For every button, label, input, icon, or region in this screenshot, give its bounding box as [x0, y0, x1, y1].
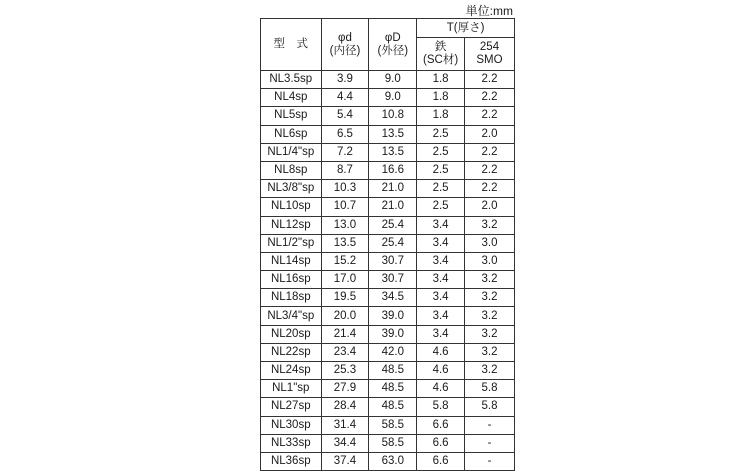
header-smo-bottom: SMO	[476, 54, 503, 66]
model-cell: NL22sp	[261, 343, 322, 361]
iron-thickness-cell: 3.4	[417, 307, 465, 325]
header-smo-top: 254	[479, 41, 500, 53]
inner-diameter-cell: 5.4	[321, 107, 369, 125]
model-cell: NL5sp	[261, 107, 322, 125]
table-row	[261, 71, 515, 89]
table-row	[261, 307, 515, 325]
inner-diameter-cell: 37.4	[321, 452, 369, 470]
iron-thickness-cell: 2.5	[417, 125, 465, 143]
unit-label: 単位:mm	[465, 4, 513, 18]
model-cell: NL1/4"sp	[261, 143, 322, 161]
model-cell: NL12sp	[261, 216, 322, 234]
smo-thickness-cell: 5.8	[465, 398, 515, 416]
outer-diameter-cell: 10.8	[369, 107, 417, 125]
inner-diameter-cell: 17.0	[321, 271, 369, 289]
model-cell: NL30sp	[261, 416, 322, 434]
iron-thickness-cell: 6.6	[417, 434, 465, 452]
smo-thickness-cell: 2.0	[465, 198, 515, 216]
table-row	[261, 271, 515, 289]
outer-diameter-cell: 25.4	[369, 234, 417, 252]
outer-diameter-cell: 13.5	[369, 143, 417, 161]
inner-diameter-cell: 3.9	[321, 71, 369, 89]
iron-thickness-cell: 3.4	[417, 325, 465, 343]
iron-thickness-cell: 6.6	[417, 452, 465, 470]
outer-diameter-cell: 9.0	[369, 71, 417, 89]
smo-thickness-cell: 2.2	[465, 180, 515, 198]
header-inner-diameter-label: (内径)	[329, 44, 361, 57]
inner-diameter-cell: 21.4	[321, 325, 369, 343]
table-row	[261, 216, 515, 234]
header-smo	[465, 38, 515, 71]
smo-thickness-cell: 3.2	[465, 362, 515, 380]
iron-thickness-cell: 2.5	[417, 143, 465, 161]
header-inner-diameter-symbol: φd	[338, 31, 352, 44]
inner-diameter-cell: 13.0	[321, 216, 369, 234]
model-cell: NL6sp	[261, 125, 322, 143]
iron-thickness-cell: 4.6	[417, 362, 465, 380]
table-row	[261, 125, 515, 143]
iron-thickness-cell: 2.5	[417, 180, 465, 198]
outer-diameter-cell: 13.5	[369, 125, 417, 143]
model-cell: NL27sp	[261, 398, 322, 416]
table-row	[261, 198, 515, 216]
model-cell: NL8sp	[261, 161, 322, 179]
model-cell: NL4sp	[261, 89, 322, 107]
model-cell: NL10sp	[261, 198, 322, 216]
model-cell: NL3/4"sp	[261, 307, 322, 325]
iron-thickness-cell: 5.8	[417, 398, 465, 416]
header-thickness	[417, 19, 515, 38]
inner-diameter-cell: 23.4	[321, 343, 369, 361]
model-cell: NL36sp	[261, 452, 322, 470]
header-iron-bottom: (SC材)	[423, 54, 459, 66]
smo-thickness-cell: -	[465, 452, 515, 470]
smo-thickness-cell: 2.2	[465, 107, 515, 125]
spec-table	[260, 18, 515, 471]
header-model	[261, 19, 322, 71]
outer-diameter-cell: 21.0	[369, 180, 417, 198]
model-cell: NL33sp	[261, 434, 322, 452]
table-row	[261, 416, 515, 434]
iron-thickness-cell: 3.4	[417, 271, 465, 289]
outer-diameter-cell: 30.7	[369, 252, 417, 270]
iron-thickness-cell: 1.8	[417, 89, 465, 107]
inner-diameter-cell: 27.9	[321, 380, 369, 398]
outer-diameter-cell: 58.5	[369, 434, 417, 452]
iron-thickness-cell: 4.6	[417, 380, 465, 398]
table-row	[261, 343, 515, 361]
inner-diameter-cell: 4.4	[321, 89, 369, 107]
inner-diameter-cell: 25.3	[321, 362, 369, 380]
iron-thickness-cell: 3.4	[417, 234, 465, 252]
smo-thickness-cell: 3.0	[465, 252, 515, 270]
inner-diameter-cell: 31.4	[321, 416, 369, 434]
outer-diameter-cell: 21.0	[369, 198, 417, 216]
iron-thickness-cell: 6.6	[417, 416, 465, 434]
inner-diameter-cell: 7.2	[321, 143, 369, 161]
model-cell: NL1"sp	[261, 380, 322, 398]
smo-thickness-cell: 2.2	[465, 71, 515, 89]
model-cell: NL3/8"sp	[261, 180, 322, 198]
inner-diameter-cell: 8.7	[321, 161, 369, 179]
header-outer-diameter-symbol: φD	[384, 31, 401, 44]
table-row	[261, 180, 515, 198]
smo-thickness-cell: 3.2	[465, 325, 515, 343]
table-row	[261, 452, 515, 470]
header-outer-diameter	[369, 19, 417, 71]
inner-diameter-cell: 28.4	[321, 398, 369, 416]
smo-thickness-cell: 3.2	[465, 216, 515, 234]
smo-thickness-cell: 2.0	[465, 125, 515, 143]
iron-thickness-cell: 2.5	[417, 198, 465, 216]
inner-diameter-cell: 13.5	[321, 234, 369, 252]
outer-diameter-cell: 39.0	[369, 325, 417, 343]
table-row	[261, 325, 515, 343]
smo-thickness-cell: 3.0	[465, 234, 515, 252]
iron-thickness-cell: 3.4	[417, 289, 465, 307]
iron-thickness-cell: 3.4	[417, 216, 465, 234]
iron-thickness-cell: 3.4	[417, 252, 465, 270]
table-row	[261, 143, 515, 161]
outer-diameter-cell: 48.5	[369, 398, 417, 416]
header-inner-diameter	[321, 19, 369, 71]
outer-diameter-cell: 48.5	[369, 362, 417, 380]
inner-diameter-cell: 19.5	[321, 289, 369, 307]
inner-diameter-cell: 20.0	[321, 307, 369, 325]
model-cell: NL16sp	[261, 271, 322, 289]
outer-diameter-cell: 48.5	[369, 380, 417, 398]
outer-diameter-cell: 58.5	[369, 416, 417, 434]
header-model-label: 型 式	[273, 38, 309, 50]
outer-diameter-cell: 42.0	[369, 343, 417, 361]
outer-diameter-cell: 39.0	[369, 307, 417, 325]
outer-diameter-cell: 63.0	[369, 452, 417, 470]
header-iron	[417, 38, 465, 71]
spec-table-body	[261, 71, 515, 471]
table-row	[261, 289, 515, 307]
iron-thickness-cell: 1.8	[417, 71, 465, 89]
model-cell: NL14sp	[261, 252, 322, 270]
smo-thickness-cell: 3.2	[465, 271, 515, 289]
inner-diameter-cell: 10.7	[321, 198, 369, 216]
iron-thickness-cell: 2.5	[417, 161, 465, 179]
smo-thickness-cell: -	[465, 416, 515, 434]
outer-diameter-cell: 30.7	[369, 271, 417, 289]
outer-diameter-cell: 25.4	[369, 216, 417, 234]
smo-thickness-cell: 3.2	[465, 289, 515, 307]
table-row	[261, 380, 515, 398]
inner-diameter-cell: 15.2	[321, 252, 369, 270]
smo-thickness-cell: 5.8	[465, 380, 515, 398]
table-row	[261, 362, 515, 380]
model-cell: NL24sp	[261, 362, 322, 380]
table-row	[261, 234, 515, 252]
model-cell: NL1/2"sp	[261, 234, 322, 252]
smo-thickness-cell: 3.2	[465, 343, 515, 361]
inner-diameter-cell: 6.5	[321, 125, 369, 143]
header-thickness-label: T(厚さ)	[446, 21, 485, 34]
table-row	[261, 161, 515, 179]
table-row	[261, 89, 515, 107]
outer-diameter-cell: 9.0	[369, 89, 417, 107]
outer-diameter-cell: 16.6	[369, 161, 417, 179]
inner-diameter-cell: 34.4	[321, 434, 369, 452]
inner-diameter-cell: 10.3	[321, 180, 369, 198]
smo-thickness-cell: -	[465, 434, 515, 452]
table-row	[261, 252, 515, 270]
header-iron-top: 鉄	[434, 41, 447, 53]
iron-thickness-cell: 1.8	[417, 107, 465, 125]
header-outer-diameter-label: (外径)	[377, 44, 409, 57]
model-cell: NL20sp	[261, 325, 322, 343]
outer-diameter-cell: 34.5	[369, 289, 417, 307]
model-cell: NL3.5sp	[261, 71, 322, 89]
smo-thickness-cell: 2.2	[465, 143, 515, 161]
smo-thickness-cell: 2.2	[465, 161, 515, 179]
table-row	[261, 107, 515, 125]
iron-thickness-cell: 4.6	[417, 343, 465, 361]
smo-thickness-cell: 3.2	[465, 307, 515, 325]
table-row	[261, 398, 515, 416]
model-cell: NL18sp	[261, 289, 322, 307]
smo-thickness-cell: 2.2	[465, 89, 515, 107]
